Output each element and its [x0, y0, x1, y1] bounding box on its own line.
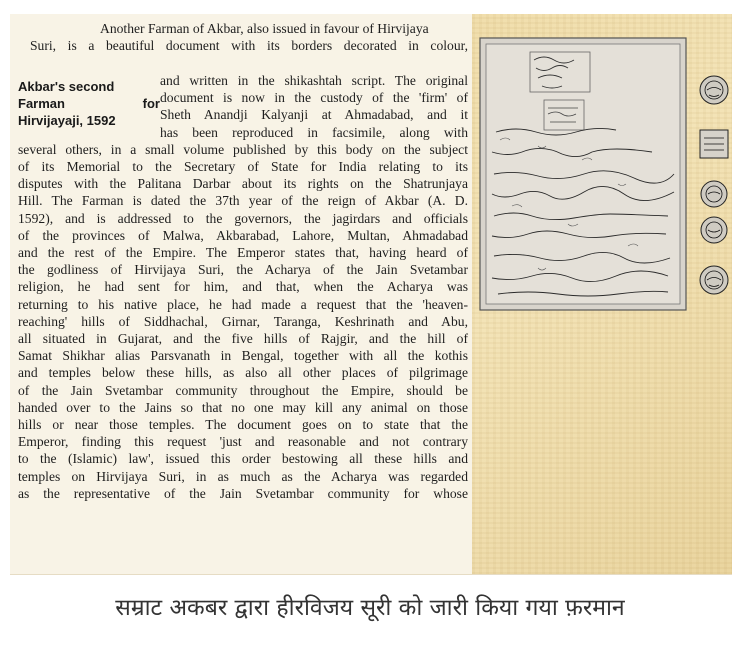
side-heading-line: Hirvijayaji, 1592: [18, 113, 116, 128]
text-line: 1592), and is addressed to the governors, the jagirdars and officials: [18, 210, 468, 226]
text-line: handed over to the Jains so that no one may kill any animal on those: [18, 399, 468, 415]
text-line: Suri, is a beautiful document with its borders decorated in colour,: [30, 38, 468, 54]
side-heading: [18, 78, 160, 129]
text-line: and the rest of the Empire. The Emperor states that, having heard of: [18, 245, 468, 261]
text-line: the godliness of Hirvijaya Suri, the Acharya of the Jain Svetambar: [18, 262, 468, 278]
text-line: religion, he had sent for him, and that, when the Acharya was: [18, 279, 468, 295]
text-line: disputes with the Palitana Darbar about its rights on the Shatrunjaya: [18, 176, 468, 192]
text-line: returning to his native place, he had made a request that the 'heaven-: [18, 296, 468, 312]
text-line: has been reproduced in facsimile, along with: [160, 124, 468, 140]
text-line: hills or near those temples. The document goes on to state that the: [18, 417, 468, 433]
text-line: of its Memorial to the Secretary of State for India relating to its: [18, 159, 468, 174]
intro-paragraph: [30, 20, 468, 54]
text-line: Another Farman of Akbar, also issued in favour of Hirvijaya: [100, 21, 429, 36]
text-line: Hill. The Farman is dated the 37th year of the reign of Akbar (A. D.: [18, 193, 468, 209]
side-heading-line: Akbar's second: [18, 79, 115, 94]
text-line: all situated in Gujarat, and the five hills of Rajgir, and the hill of: [18, 331, 468, 347]
side-heading-word: for: [142, 96, 160, 111]
text-line: several others, in a small volume published by this body on the subject: [18, 141, 468, 157]
text-line: and written in the shikashtah script. The original: [160, 73, 468, 88]
text-line: to the (Islamic) law', issued this order bestowing all these hills and: [18, 451, 468, 467]
farman-facsimile-image: [478, 34, 732, 318]
body-paragraph: [18, 141, 468, 502]
text-line: reaching' hills of Siddhachal, Girnar, Taranga, Keshrinath and Abu,: [18, 313, 468, 329]
document-photo: [10, 14, 732, 575]
text-line: temples on Hirvijaya Suri, in as much as the Acharya was regarded: [18, 468, 468, 484]
side-heading-line: [18, 95, 160, 112]
hindi-caption: सम्राट अकबर द्वारा हीरविजय सूरी को जारी किया गया फ़रमान: [115, 595, 625, 621]
paragraph-beside-heading: [160, 72, 468, 141]
text-line: Samat Shikhar alias Parsvanath in Bengal, together with all the kothis: [18, 348, 468, 364]
text-line: as the representative of the Jain Svetambar community for whose: [18, 485, 468, 501]
text-line: and temples below these hills, as also all other places of pilgrimage: [18, 365, 468, 381]
side-heading-word: Farman: [18, 96, 65, 111]
text-line: of the Jain Svetambar community throughout the Empire, should be: [18, 382, 468, 398]
text-line: document is now in the custody of the 'firm' of: [160, 90, 468, 106]
text-line: of the provinces of Malwa, Akbarabad, Lahore, Multan, Ahmadabad: [18, 227, 468, 243]
text-line: Emperor, finding this request 'just and reasonable and not contrary: [18, 434, 468, 450]
text-line: Sheth Anandji Kalyanji at Ahmadabad, and it: [160, 107, 468, 123]
